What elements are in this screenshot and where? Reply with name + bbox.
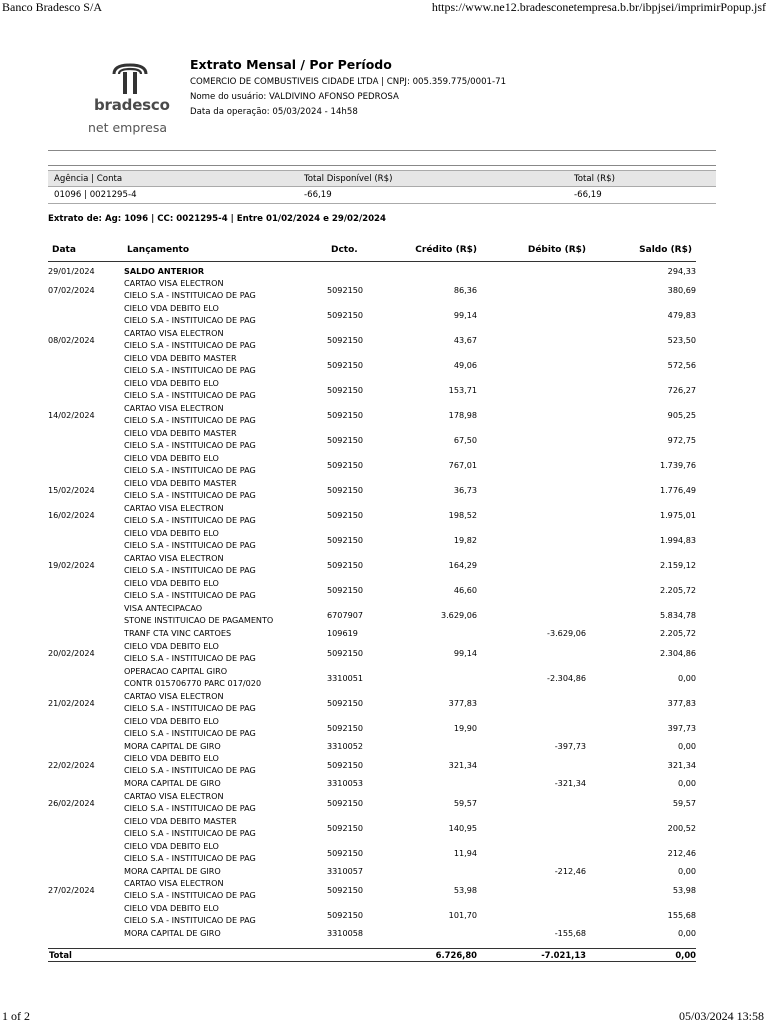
row-credit: 59,57	[453, 797, 477, 808]
row-balance: 200,52	[667, 822, 696, 833]
col-debito: Débito (R$)	[527, 245, 586, 255]
row-credit: 99,14	[453, 310, 477, 321]
row-description-detail: CIELO S.A - INSTITUICAO DE PAG	[124, 340, 256, 351]
row-credit: 11,94	[453, 847, 477, 858]
row-document: 5092150	[327, 797, 364, 808]
divider	[48, 150, 716, 151]
row-date: 21/02/2024	[48, 697, 95, 708]
print-url: https://www.ne12.bradesconetempresa.b.br/ibpjsei/imprimirPopup.jsf	[431, 0, 766, 14]
row-document: 5092150	[327, 760, 364, 771]
row-description: SALDO ANTERIOR	[124, 266, 205, 276]
row-balance: 1.975,01	[659, 510, 696, 521]
row-credit: 86,36	[453, 285, 477, 296]
row-document: 5092150	[327, 335, 364, 346]
row-balance: 2.304,86	[659, 647, 696, 658]
row-document: 5092150	[327, 510, 364, 521]
row-document: 5092150	[327, 285, 364, 296]
row-date: 29/01/2024	[48, 266, 95, 276]
row-description: CARTAO VISA ELECTRON	[124, 878, 224, 888]
row-credit: 164,29	[448, 560, 477, 571]
row-credit: 19,90	[453, 722, 477, 733]
row-balance: 1.776,49	[659, 485, 696, 496]
row-description-detail: CIELO S.A - INSTITUICAO DE PAG	[124, 515, 256, 526]
row-document: 3310058	[327, 928, 364, 938]
row-description-detail: CIELO S.A - INSTITUICAO DE PAG	[124, 290, 256, 301]
row-description: CIELO VDA DEBITO ELO	[124, 640, 219, 651]
row-description: MORA CAPITAL DE GIRO	[124, 865, 221, 876]
table-row	[48, 628, 696, 640]
bradesco-logo	[88, 62, 178, 138]
row-description-detail: CIELO S.A - INSTITUICAO DE PAG	[124, 890, 256, 900]
account-value-total: -66,19	[574, 190, 602, 200]
row-credit: 67,50	[453, 435, 477, 446]
row-balance: 53,98	[672, 885, 696, 895]
table-header	[48, 240, 696, 262]
row-description-detail: CIELO S.A - INSTITUICAO DE PAG	[124, 915, 256, 925]
total-debit: -7.021,13	[541, 950, 586, 960]
row-credit: 198,52	[448, 510, 477, 521]
account-summary	[48, 170, 716, 204]
row-description: CIELO VDA DEBITO MASTER	[124, 478, 237, 489]
row-credit: 3.629,06	[440, 610, 477, 621]
row-balance: 2.205,72	[659, 628, 696, 639]
account-header-total: Total (R$)	[574, 174, 615, 184]
row-date: 16/02/2024	[48, 510, 95, 521]
row-credit: 49,06	[453, 360, 477, 371]
row-credit: 377,83	[448, 697, 477, 708]
table-row	[48, 753, 696, 778]
row-document: 5092150	[327, 822, 364, 833]
table-row	[48, 841, 696, 866]
table-row	[48, 903, 696, 928]
row-date: 20/02/2024	[48, 647, 95, 658]
row-document: 5092150	[327, 885, 364, 895]
row-credit: 46,60	[453, 585, 477, 596]
row-balance: 397,73	[667, 722, 696, 733]
row-balance: 0,00	[677, 928, 696, 938]
row-date: 08/02/2024	[48, 335, 95, 346]
row-description-detail: CIELO S.A - INSTITUICAO DE PAG	[124, 702, 256, 713]
row-description-detail: CIELO S.A - INSTITUICAO DE PAG	[124, 490, 256, 501]
total-row	[48, 948, 696, 962]
row-description: CARTAO VISA ELECTRON	[124, 278, 224, 289]
print-datetime: 05/03/2024 13:58	[678, 1009, 764, 1023]
row-document: 3310057	[327, 865, 364, 876]
row-document: 5092150	[327, 310, 364, 321]
row-balance: 294,33	[667, 266, 696, 276]
col-saldo: Saldo (R$)	[639, 245, 692, 255]
row-debit: -3.629,06	[547, 628, 586, 639]
row-date: 27/02/2024	[48, 885, 95, 895]
row-credit: 36,73	[453, 485, 477, 496]
row-description: CARTAO VISA ELECTRON	[124, 690, 224, 701]
row-document: 5092150	[327, 485, 364, 496]
row-description: CIELO VDA DEBITO MASTER	[124, 353, 237, 364]
table-row	[48, 553, 696, 578]
row-document: 6707907	[327, 610, 364, 621]
row-balance: 380,69	[667, 285, 696, 296]
col-credito: Crédito (R$)	[415, 245, 477, 255]
row-date: 14/02/2024	[48, 410, 95, 421]
row-credit: 53,98	[453, 885, 477, 895]
row-balance: 1.994,83	[659, 535, 696, 546]
row-description-detail: CIELO S.A - INSTITUICAO DE PAG	[124, 315, 256, 326]
table-row	[48, 578, 696, 603]
row-balance: 5.834,78	[659, 610, 696, 621]
row-balance: 0,00	[677, 865, 696, 876]
row-description: CIELO VDA DEBITO ELO	[124, 453, 219, 464]
table-row	[48, 741, 696, 753]
account-value-agencia: 01096 | 0021295-4	[54, 190, 137, 200]
row-description: MORA CAPITAL DE GIRO	[124, 928, 221, 938]
table-row	[48, 478, 696, 503]
row-description-detail: CIELO S.A - INSTITUICAO DE PAG	[124, 802, 256, 813]
row-description: CIELO VDA DEBITO ELO	[124, 753, 219, 764]
row-debit: -321,34	[554, 778, 586, 789]
row-credit: 43,67	[453, 335, 477, 346]
row-document: 5092150	[327, 847, 364, 858]
row-document: 5092150	[327, 722, 364, 733]
row-balance: 2.205,72	[659, 585, 696, 596]
row-document: 5092150	[327, 535, 364, 546]
row-balance: 972,75	[667, 435, 696, 446]
table-row	[48, 791, 696, 816]
row-description-detail: CIELO S.A - INSTITUICAO DE PAG	[124, 827, 256, 838]
row-balance: 155,68	[667, 910, 696, 920]
row-description: MORA CAPITAL DE GIRO	[124, 740, 221, 751]
row-debit: -212,46	[554, 865, 586, 876]
row-description-detail: CIELO S.A - INSTITUICAO DE PAG	[124, 590, 256, 601]
row-document: 5092150	[327, 460, 364, 471]
print-title: Banco Bradesco S/A	[2, 0, 102, 14]
row-balance: 572,56	[667, 360, 696, 371]
row-credit: 140,95	[448, 822, 477, 833]
row-credit: 321,34	[448, 760, 477, 771]
row-debit: -2.304,86	[547, 672, 586, 683]
col-lancamento: Lançamento	[127, 245, 189, 255]
row-date: 07/02/2024	[48, 285, 95, 296]
row-balance: 1.739,76	[659, 460, 696, 471]
row-credit: 99,14	[453, 647, 477, 658]
row-document: 5092150	[327, 560, 364, 571]
row-description: OPERACAO CAPITAL GIRO	[124, 665, 228, 676]
table-row	[48, 716, 696, 741]
row-date: 26/02/2024	[48, 797, 95, 808]
table-row	[48, 266, 696, 278]
row-document: 5092150	[327, 585, 364, 596]
row-document: 5092150	[327, 910, 364, 920]
table-row	[48, 666, 696, 691]
row-document: 5092150	[327, 647, 364, 658]
row-document: 5092150	[327, 360, 364, 371]
table-row	[48, 278, 696, 303]
user-line: Nome do usuário: VALDIVINO AFONSO PEDROSA	[190, 92, 399, 102]
row-description-detail: CIELO S.A - INSTITUICAO DE PAG	[124, 565, 256, 576]
table-row	[48, 928, 696, 940]
row-description-detail: CIELO S.A - INSTITUICAO DE PAG	[124, 390, 256, 401]
total-balance: 0,00	[675, 950, 696, 960]
row-description: CARTAO VISA ELECTRON	[124, 403, 224, 414]
row-description-detail: CIELO S.A - INSTITUICAO DE PAG	[124, 365, 256, 376]
row-description: CARTAO VISA ELECTRON	[124, 553, 224, 564]
row-date: 19/02/2024	[48, 560, 95, 571]
row-description: CARTAO VISA ELECTRON	[124, 790, 224, 801]
row-balance: 0,00	[677, 740, 696, 751]
row-description-detail: CIELO S.A - INSTITUICAO DE PAG	[124, 765, 256, 776]
row-description-detail: CIELO S.A - INSTITUICAO DE PAG	[124, 440, 256, 451]
row-document: 5092150	[327, 410, 364, 421]
row-document: 3310052	[327, 740, 364, 751]
bradesco-logo-icon	[108, 62, 152, 96]
table-row	[48, 528, 696, 553]
col-data: Data	[52, 245, 76, 255]
table-row	[48, 503, 696, 528]
table-row	[48, 641, 696, 666]
logo-brand: bradesco	[94, 96, 170, 114]
print-footer	[0, 1009, 768, 1024]
row-description: CIELO VDA DEBITO ELO	[124, 578, 219, 589]
row-description-detail: CIELO S.A - INSTITUICAO DE PAG	[124, 415, 256, 426]
row-description-detail: CIELO S.A - INSTITUICAO DE PAG	[124, 540, 256, 551]
table-row	[48, 603, 696, 628]
table-row	[48, 403, 696, 428]
row-description: CIELO VDA DEBITO ELO	[124, 903, 219, 913]
statement-title: Extrato de: Ag: 1096 | CC: 0021295-4 | Entre 01/02/2024 e 29/02/2024	[48, 214, 387, 224]
row-description: CIELO VDA DEBITO ELO	[124, 303, 219, 314]
account-summary-row	[48, 187, 716, 204]
row-document: 3310051	[327, 672, 364, 683]
row-balance: 321,34	[667, 760, 696, 771]
table-row	[48, 878, 696, 903]
row-document: 5092150	[327, 435, 364, 446]
row-description: CIELO VDA DEBITO ELO	[124, 528, 219, 539]
row-document: 5092150	[327, 385, 364, 396]
table-row	[48, 378, 696, 403]
row-description: CIELO VDA DEBITO MASTER	[124, 428, 237, 439]
row-credit: 178,98	[448, 410, 477, 421]
row-description-detail: CIELO S.A - INSTITUICAO DE PAG	[124, 465, 256, 476]
page-title: Extrato Mensal / Por Período	[190, 57, 392, 72]
row-description: CARTAO VISA ELECTRON	[124, 328, 224, 339]
row-description: CARTAO VISA ELECTRON	[124, 503, 224, 514]
row-document: 5092150	[327, 697, 364, 708]
logo-sub: net empresa	[88, 120, 168, 135]
row-date: 15/02/2024	[48, 485, 95, 496]
row-description: CIELO VDA DEBITO ELO	[124, 378, 219, 389]
row-description-detail: CONTR 015706770 PARC 017/020	[124, 677, 262, 688]
table-row	[48, 428, 696, 453]
row-description-detail: STONE INSTITUICAO DE PAGAMENTO	[124, 615, 274, 626]
row-description: TRANF CTA VINC CARTOES	[124, 628, 232, 639]
row-balance: 0,00	[677, 672, 696, 683]
row-credit: 19,82	[453, 535, 477, 546]
table-row	[48, 353, 696, 378]
divider	[48, 165, 716, 166]
row-balance: 905,25	[667, 410, 696, 421]
row-balance: 523,50	[667, 335, 696, 346]
row-balance: 377,83	[667, 697, 696, 708]
table-row	[48, 778, 696, 790]
row-balance: 212,46	[667, 847, 696, 858]
table-row	[48, 303, 696, 328]
table-row	[48, 866, 696, 878]
row-document: 109619	[327, 628, 358, 639]
row-credit: 101,70	[448, 910, 477, 920]
row-balance: 0,00	[677, 778, 696, 789]
col-dcto: Dcto.	[331, 245, 358, 255]
account-header-agencia: Agência | Conta	[54, 174, 123, 184]
row-credit: 153,71	[448, 385, 477, 396]
row-description-detail: CIELO S.A - INSTITUICAO DE PAG	[124, 852, 256, 863]
row-description-detail: CIELO S.A - INSTITUICAO DE PAG	[124, 652, 256, 663]
account-value-disponivel: -66,19	[304, 190, 332, 200]
print-header	[0, 0, 768, 16]
account-summary-header	[48, 170, 716, 187]
row-description-detail: CIELO S.A - INSTITUICAO DE PAG	[124, 727, 256, 738]
company-line: COMERCIO DE COMBUSTIVEIS CIDADE LTDA | CNPJ: 005.359.775/0001-71	[190, 77, 507, 87]
row-description: CIELO VDA DEBITO ELO	[124, 840, 219, 851]
table-row	[48, 328, 696, 353]
row-balance: 2.159,12	[659, 560, 696, 571]
row-description: MORA CAPITAL DE GIRO	[124, 778, 221, 789]
operation-date-line: Data da operação: 05/03/2024 - 14h58	[190, 107, 358, 117]
row-debit: -397,73	[554, 740, 586, 751]
account-header-disponivel: Total Disponível (R$)	[304, 174, 393, 184]
row-balance: 59,57	[672, 797, 696, 808]
page-number: 1 of 2	[2, 1009, 30, 1023]
row-date: 22/02/2024	[48, 760, 95, 771]
total-credit: 6.726,80	[435, 950, 477, 960]
total-label: Total	[49, 950, 72, 960]
row-document: 3310053	[327, 778, 364, 789]
row-description: CIELO VDA DEBITO MASTER	[124, 815, 237, 826]
row-balance: 479,83	[667, 310, 696, 321]
table-row	[48, 816, 696, 841]
table-row	[48, 453, 696, 478]
row-debit: -155,68	[554, 928, 586, 938]
row-credit: 767,01	[448, 460, 477, 471]
row-description: VISA ANTECIPACAO	[124, 603, 203, 614]
row-description: CIELO VDA DEBITO ELO	[124, 715, 219, 726]
row-balance: 726,27	[667, 385, 696, 396]
table-row	[48, 691, 696, 716]
